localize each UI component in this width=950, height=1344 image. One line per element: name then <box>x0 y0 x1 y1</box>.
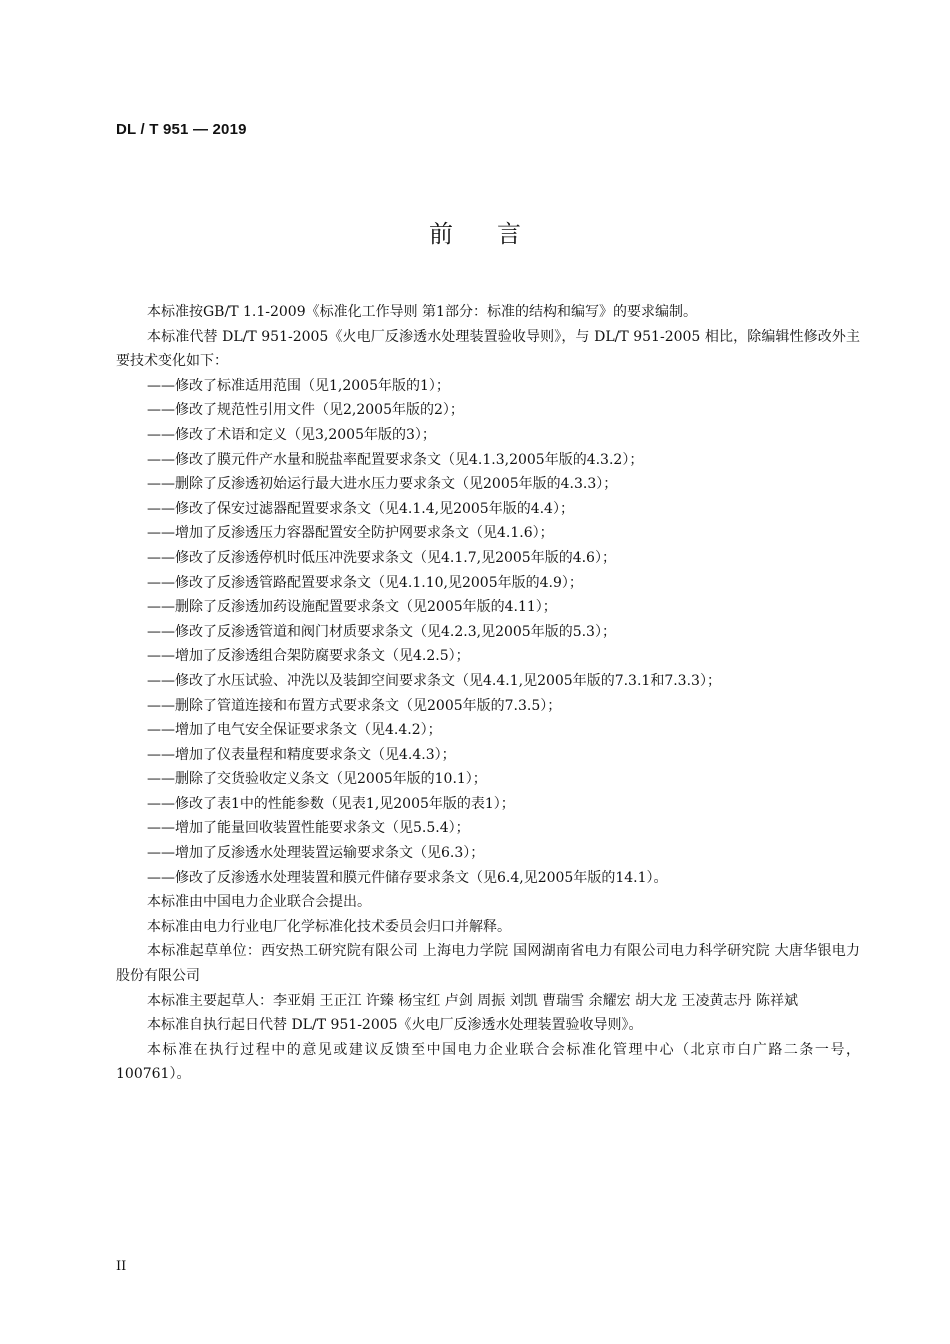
foreword-body <box>116 300 860 1087</box>
document-number: DL / T 951 — 2019 <box>116 121 247 138</box>
list-item: ——增加了仪表量程和精度要求条文（见4.4.3）； <box>147 746 456 763</box>
list-item: ——修改了术语和定义（见3,2005年版的3）； <box>147 426 436 443</box>
list-item: ——增加了反渗透压力容器配置安全防护网要求条文（见4.1.6）； <box>147 525 554 542</box>
intro-paragraph-1: 本标准按GB/T 1.1-2009《标准化工作导则 第1部分：标准的结构和编写》的要求编制。 <box>147 304 697 320</box>
list-item: ——删除了反渗透加药设施配置要求条文（见2005年版的4.11）； <box>147 599 557 616</box>
list-item: ——修改了表1中的性能参数（见表1,见2005年版的表1）； <box>147 795 515 812</box>
list-item: ——修改了规范性引用文件（见2,2005年版的2）； <box>147 402 464 419</box>
feedback-paragraph: 本标准在执行过程中的意见或建议反馈至中国电力企业联合会标准化管理中心（北京市白广路二条一号，100761）。 <box>116 1041 860 1083</box>
list-item: ——修改了标准适用范围（见1,2005年版的1）； <box>147 377 450 394</box>
list-item: ——删除了反渗透初始运行最大进水压力要求条文（见2005年版的4.3.3）； <box>147 476 618 493</box>
list-item: ——修改了反渗透管路配置要求条文（见4.1.10,见2005年版的4.9）； <box>147 574 583 591</box>
list-item: ——增加了能量回收装置性能要求条文（见5.5.4）； <box>147 820 470 837</box>
list-item: ——修改了膜元件产水量和脱盐率配置要求条文（见4.1.3,2005年版的4.3.2）； <box>147 451 644 468</box>
list-item: ——修改了保安过滤器配置要求条文（见4.1.4,见2005年版的4.4）； <box>147 500 574 517</box>
list-item: ——增加了反渗透组合架防腐要求条文（见4.2.5）； <box>147 648 470 665</box>
list-item: ——修改了反渗透管道和阀门材质要求条文（见4.2.3,见2005年版的5.3）； <box>147 623 616 640</box>
list-item: ——增加了电气安全保证要求条文（见4.4.2）； <box>147 722 442 739</box>
list-item: ——修改了反渗透停机时低压冲洗要求条文（见4.1.7,见2005年版的4.6）； <box>147 549 616 566</box>
intro-paragraph-2: 本标准代替 DL/T 951-2005《火电厂反渗透水处理装置验收导则》，与 DL/T 951-2005 相比，除编辑性修改外主要技术变化如下： <box>116 328 860 370</box>
list-item: ——删除了管道连接和布置方式要求条文（见2005年版的7.3.5）； <box>147 697 562 714</box>
committee-paragraph: 本标准由电力行业电厂化学标准化技术委员会归口并解释。 <box>147 918 511 935</box>
list-item: ——修改了反渗透水处理装置和膜元件储存要求条文（见6.4,见2005年版的14.1）。 <box>147 869 668 886</box>
proposer-paragraph: 本标准由中国电力企业联合会提出。 <box>147 894 371 911</box>
page-number: II <box>116 1259 127 1274</box>
drafters-paragraph: 本标准主要起草人：李亚娟 王正江 许臻 杨宝红 卢剑 周振 刘凯 曹瑞雪 余耀宏 胡大龙 王凌黄志丹 陈祥斌 <box>147 992 798 1009</box>
list-item: ——删除了交货验收定义条文（见2005年版的10.1）； <box>147 771 487 788</box>
page-title: 前言 <box>429 220 565 248</box>
drafting-units-paragraph: 本标准起草单位：西安热工研究院有限公司 上海电力学院 国网湖南省电力有限公司电力科学研究院 大唐华银电力股份有限公司 <box>116 943 860 985</box>
changes-list <box>116 374 860 890</box>
list-item: ——修改了水压试验、冲洗以及装卸空间要求条文（见4.4.1,见2005年版的7.3.1和7.3.3）； <box>147 672 721 689</box>
replacement-paragraph: 本标准自执行起日代替 DL/T 951-2005《火电厂反渗透水处理装置验收导则》。 <box>147 1017 643 1034</box>
list-item: ——增加了反渗透水处理装置运输要求条文（见6.3）； <box>147 845 485 862</box>
